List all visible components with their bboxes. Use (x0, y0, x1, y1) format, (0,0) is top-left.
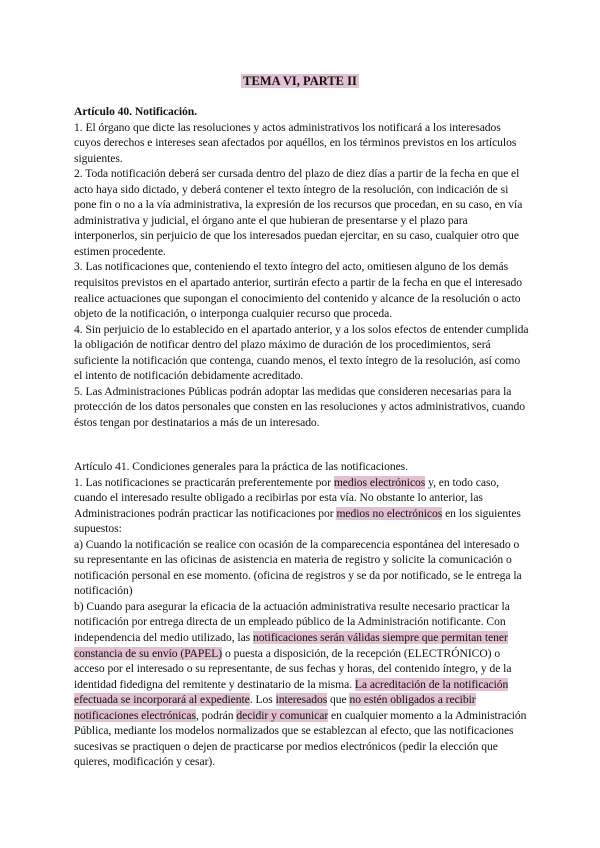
highlight-decidir-comunicar: decidir y comunicar (236, 708, 329, 722)
text-run: que (327, 693, 350, 707)
text-run: b) Cuando para asegurar la eficacia de la actuación administrativa resulte necesario practicar la notificación por entrega directa de un empleado público de la Administración notificante. Con independencia del medio utilizado, las (74, 599, 510, 645)
text-run: y, en todo caso, cuando el interesado resulte obligado a recibirlas por esta vía. No obstante lo anterior, las Administraciones podrán practicar las notificaciones por (74, 475, 500, 520)
text-run: . Los (249, 693, 276, 707)
highlight-notificaciones-validas: notificaciones serán válidas siempre que permitan tener constancia de su envío (PAPEL) (74, 631, 508, 660)
article-40 (74, 104, 530, 430)
article-41-heading: Artículo 41. Condiciones generales para la práctica de las notificaciones. (74, 460, 408, 473)
text-run: , podrán (195, 708, 237, 722)
highlight-interesados: interesados (275, 693, 328, 707)
text-run: en los siguientes supuestos: (74, 506, 521, 536)
text-run: en cualquier momento a la Administración Pública, mediante los modelos normalizados que se establezcan al efecto, que las notificaciones sucesivas se practiquen o dejen de practicarse por medios electrónicos (pedir la elección que quieres, modificación y cesar). (74, 708, 527, 769)
article-40-paragraph-4: 4. Sin perjuicio de lo establecido en el apartado anterior, y a los solos efectos de entender cumplida la obligación de notificar dentro del plazo máximo de duración de los procedimientos, será suficiente la notificación que contenga, cuando menos, el texto íntegro de la resolución, así como el intento de notificación debidamente acreditado. (74, 322, 529, 383)
page-title-text: TEMA VI, PARTE II (243, 74, 357, 88)
highlight-medios-electronicos: medios electrónicos (333, 475, 426, 489)
page-title (0, 73, 600, 89)
highlight-acreditacion: La acreditación de la notificación efectuada se incorporará al expediente (74, 677, 509, 707)
text-run: o puesta a disposición, de la recepción (ELECTRÓNICO) o acceso por el interesado o su representante, de sus fechas y horas, del contenido íntegro, y de la identidad fidedigna del remitente y destinatario de la misma. (74, 646, 512, 691)
article-40-paragraph-1: 1. El órgano que dicte las resoluciones y actos administrativos los notificará a los interesados cuyos derechos e intereses sean afectados por aquéllos, en los términos previstos en los artículos siguientes. (74, 120, 517, 165)
article-40-paragraph-3: 3. Las notificaciones que, conteniendo el texto íntegro del acto, omitiesen alguno de los demás requisitos previstos en el apartado anterior, surtirán efecto a partir de la fecha en que el interesado realice actuaciones que supongan el conocimiento del contenido y alcance de la resolución o acto objeto de la notificación, o interponga cualquier recurso que proceda. (74, 260, 522, 321)
article-41-paragraph-a: a) Cuando la notificación se realice con ocasión de la comparecencia espontánea del interesado o su representante en las oficinas de asistencia en materia de registro y solicite la comunicación o notificación personal en ese momento. (oficina de registros y se da por notificado, se le entrega la notificación) (74, 537, 522, 598)
highlight-no-obligados: no estén obligados a recibir notificaciones electrónicas (74, 693, 476, 722)
article-40-paragraph-2: 2. Toda notificación deberá ser cursada dentro del plazo de diez días a partir de la fecha en que el acto haya sido dictado, y deberá contener el texto íntegro de la resolución, con indicación de si pone fin o no a la vía administrativa, la expresión de los recursos que procedan, en su caso, en vía administrativa y judicial, el órgano ante el que hubieran de presentarse y el plazo para interponerlos, sin perjuicio de que los interesados puedan ejercitar, en su caso, cualquier otro que estimen procedente. (74, 167, 523, 258)
article-40-heading: Artículo 40. Notificación. (74, 105, 197, 118)
article-41 (74, 459, 530, 770)
highlight-medios-no-electronicos: medios no electrónicos (336, 506, 443, 520)
article-41-paragraph-b (74, 599, 530, 770)
article-40-paragraph-5: 5. Las Administraciones Públicas podrán adoptar las medidas que consideren necesarias para la protección de los datos personales que consten en las resoluciones y actos administrativos, cuando éstos tengan por destinatarios a más de un interesado. (74, 384, 525, 429)
text-run: 1. Las notificaciones se practicarán preferentemente por (74, 475, 334, 489)
article-41-paragraph-1 (74, 475, 530, 537)
